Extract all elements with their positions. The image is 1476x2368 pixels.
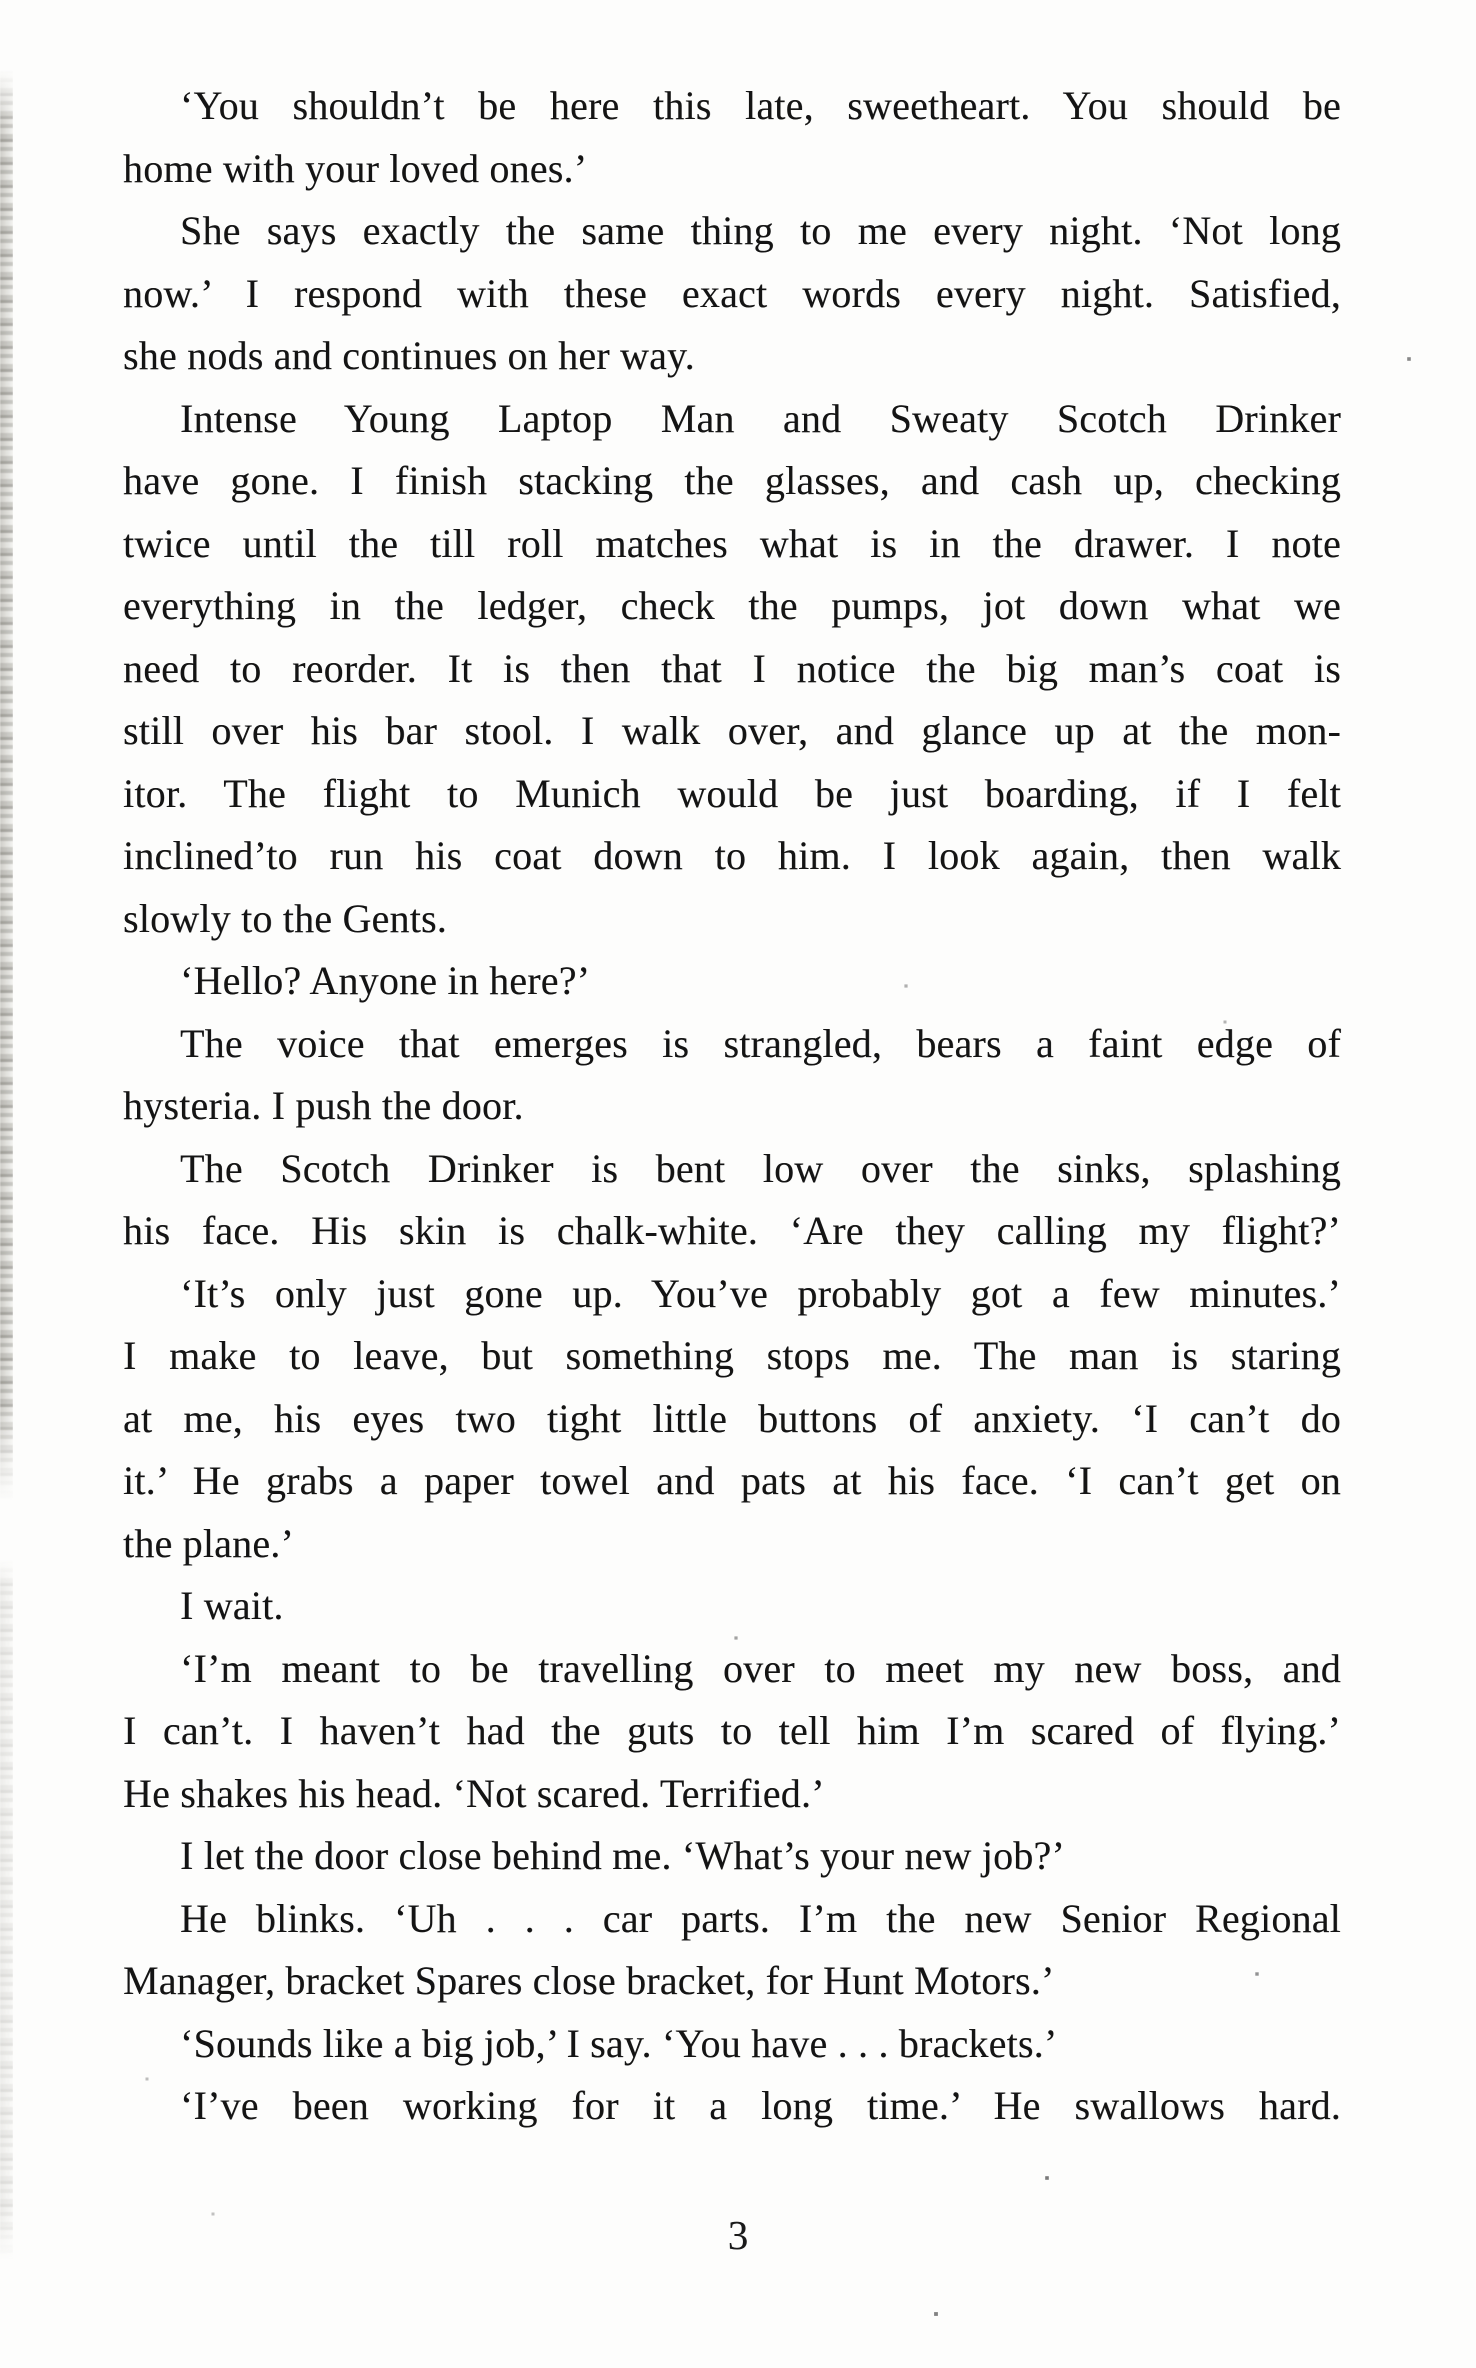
text-line: still over his bar stool. I walk over, and glance up at the mon- <box>123 708 1341 753</box>
text-line: need to reorder. It is then that I notice the big man’s coat is <box>123 645 1341 691</box>
text-line: ‘I’m meant to be travelling over to meet my new boss, and <box>180 1645 1341 1691</box>
text-line: it.’ He grabs a paper towel and pats at his face. ‘I can’t get on <box>123 1458 1341 1503</box>
text-line: He blinks. ‘Uh . . . car parts. I’m the new Senior Regional <box>180 1895 1341 1941</box>
text-line: inclined’to run his coat down to him. I look again, then walk <box>123 833 1341 878</box>
page-text <box>123 75 1341 2138</box>
text-line: The voice that emerges is strangled, bears a faint edge of <box>180 1020 1341 1066</box>
scan-specks <box>0 0 2 2</box>
text-line: twice until the till roll matches what is in the drawer. I note <box>123 520 1341 566</box>
text-line: have gone. I finish stacking the glasses, and cash up, checking <box>123 458 1341 503</box>
text-line: ‘Hello? Anyone in here?’ <box>180 958 591 1003</box>
text-line: She says exactly the same thing to me every night. ‘Not long <box>180 208 1341 253</box>
text-line: Manager, bracket Spares close bracket, for Hunt Motors.’ <box>123 1958 1055 2003</box>
text-line: The Scotch Drinker is bent low over the sinks, splashing <box>180 1145 1341 1191</box>
text-line: Intense Young Laptop Man and Sweaty Scotch Drinker <box>180 395 1341 441</box>
text-line: He shakes his head. ‘Not scared. Terrified.’ <box>123 1770 825 1816</box>
text-line: I make to leave, but something stops me. The man is staring <box>123 1333 1341 1378</box>
text-line: ‘I’ve been working for it a long time.’ He swallows hard. <box>180 2083 1341 2128</box>
text-line: she nods and continues on her way. <box>123 333 695 378</box>
text-line: hysteria. I push the door. <box>123 1083 524 1128</box>
text-line: I can’t. I haven’t had the guts to tell him I’m scared of flying.’ <box>123 1708 1341 1753</box>
text-line: ‘Sounds like a big job,’ I say. ‘You have . . . brackets.’ <box>180 2020 1058 2066</box>
page-number: 3 <box>727 2212 749 2258</box>
scan-edge-artifact <box>0 70 13 1500</box>
text-line: slowly to the Gents. <box>123 895 447 941</box>
text-line: now.’ I respond with these exact words every night. Satisfied, <box>123 270 1341 316</box>
text-line: itor. The flight to Munich would be just boarding, if I felt <box>123 770 1341 816</box>
text-line: his face. His skin is chalk-white. ‘Are they calling my flight?’ <box>123 1208 1341 1253</box>
text-line: at me, his eyes two tight little buttons of anxiety. ‘I can’t do <box>123 1395 1341 1441</box>
text-line: ‘You shouldn’t be here this late, sweetheart. You should be <box>180 83 1341 128</box>
text-line: I let the door close behind me. ‘What’s your new job?’ <box>180 1833 1065 1878</box>
text-line: I wait. <box>180 1583 284 1628</box>
text-line: the plane.’ <box>123 1520 295 1566</box>
scan-edge-artifact-lower <box>0 1560 13 2260</box>
text-line: ‘It’s only just gone up. You’ve probably got a few minutes.’ <box>180 1270 1341 1316</box>
text-line: everything in the ledger, check the pumps, jot down what we <box>123 583 1341 628</box>
text-line: home with your loved ones.’ <box>123 145 588 191</box>
